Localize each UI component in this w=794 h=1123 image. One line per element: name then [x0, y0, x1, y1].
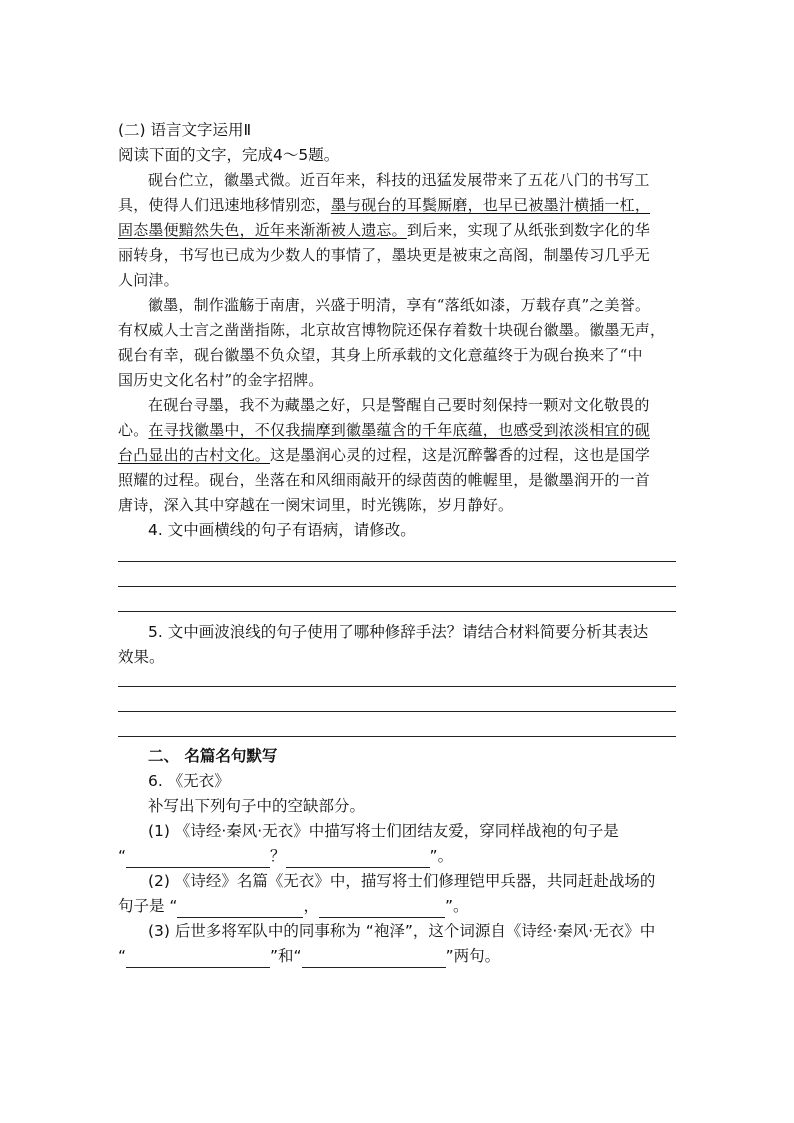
answer-line[interactable]: [118, 686, 676, 687]
answer-line[interactable]: [118, 561, 676, 562]
subquestion-3-blanks: “ ”和“ ”两句。: [118, 944, 678, 968]
passage-p1-line1: 砚台伫立，徽墨式微。近百年来，科技的迅猛发展带来了五花八门的书写工: [148, 171, 650, 189]
section-instruction: 阅读下面的文字，完成4～5题。: [118, 146, 340, 164]
fill-blank[interactable]: [286, 851, 430, 868]
passage-p2-line1: 徽墨，制作滥觞于南唐，兴盛于明清，享有“落纸如漆，万载存真”之美誉。: [148, 296, 651, 314]
passage-p1-line2: 具，使得人们迅速地移情别恋，墨与砚台的耳鬓厮磨，也早已被墨汁横插一杠，: [118, 196, 651, 214]
underlined-sentence-2: 在寻找徽墨中，不仅我揣摩到徽墨蕴含的千年底蕴，也感受到浓淡相宜的砚: [148, 421, 651, 439]
subquestion-1: (1) 《诗经·秦风·无衣》中描写将士们团结友爱，穿同样战袍的句子是: [148, 822, 619, 840]
passage-p2-line4: 国历史文化名村”的金字招牌。: [118, 371, 324, 389]
fill-blank[interactable]: [302, 951, 446, 968]
passage-p3-line1: 在砚台寻墨，我不为藏墨之好，只是警醒自己要时刻保持一颗对文化敬畏的: [148, 396, 650, 414]
answer-line[interactable]: [118, 586, 676, 587]
underlined-sentence-2-cont: 台凸显出的古村文化。: [118, 446, 271, 464]
passage-p3-line4: 照耀的过程。砚台，坐落在和风细雨敲开的绿茵茵的帷幄里，是徽墨润开的一首: [118, 471, 651, 489]
question-6-title: 6. 《无衣》: [148, 772, 230, 790]
question-5-line1: 5. 文中画波浪线的句子使用了哪种修辞手法？请结合材料简要分析其表达: [148, 623, 649, 641]
answer-line[interactable]: [118, 711, 676, 712]
fill-blank[interactable]: [126, 851, 270, 868]
subquestion-2: (2) 《诗经》名篇《无衣》中，描写将士们修理铠甲兵器，共同赶赴战场的: [148, 872, 656, 890]
question-6-instruction: 补写出下列句子中的空缺部分。: [148, 797, 366, 815]
subquestion-1-blanks: “ ？ ”。: [118, 844, 678, 868]
passage-p2-line2: 有权威人士言之凿凿指陈，北京故宫博物院还保存着数十块砚台徽墨。徽墨无声，: [118, 321, 666, 339]
passage-p1-line3: 固态墨便黯然失色，近年来渐渐被人遗忘。到后来，实现了从纸张到数字化的华: [118, 221, 651, 239]
underlined-sentence: 墨与砚台的耳鬓厮磨，也早已被墨汁横插一杠，: [330, 196, 651, 214]
passage-p3-line5: 唐诗，深入其中穿越在一阕宋词里，时光镌陈，岁月静好。: [118, 496, 514, 514]
passage-p3-line3: 台凸显出的古村文化。这是墨润心灵的过程，这是沉醉馨香的过程，这也是国学: [118, 446, 651, 464]
passage-p1-line4: 丽转身，书写也已成为少数人的事情了，墨块更是被束之高阁，制墨传习几乎无: [118, 246, 651, 264]
fill-blank[interactable]: [177, 901, 303, 918]
subquestion-3: (3) 后世多将军队中的同事称为 “袍泽”，这个词源自《诗经·秦风·无衣》中: [148, 922, 656, 940]
question-4: 4. 文中画横线的句子有语病，请修改。: [148, 521, 416, 539]
passage-p1-line5: 人问津。: [118, 271, 179, 289]
fill-blank[interactable]: [319, 901, 445, 918]
underlined-sentence-cont: 固态墨便黯然失色，近年来渐渐被人遗忘。: [118, 221, 407, 239]
answer-line[interactable]: [118, 611, 676, 612]
question-5-line2: 效果。: [118, 648, 165, 666]
passage-p2-line3: 砚台有幸，砚台徽墨不负众望，其身上所承载的文化意蕴终于为砚台换来了“中: [118, 346, 643, 364]
fill-blank[interactable]: [126, 951, 270, 968]
answer-line[interactable]: [118, 736, 676, 737]
part-heading: 二、 名篇名句默写: [148, 747, 278, 765]
passage-p3-line2: 心。在寻找徽墨中，不仅我揣摩到徽墨蕴含的千年底蕴，也感受到浓淡相宜的砚: [118, 421, 651, 439]
subquestion-2-blanks: 句子是 “ ， ”。: [118, 894, 678, 918]
section-heading: (二) 语言文字运用Ⅱ: [118, 121, 252, 139]
